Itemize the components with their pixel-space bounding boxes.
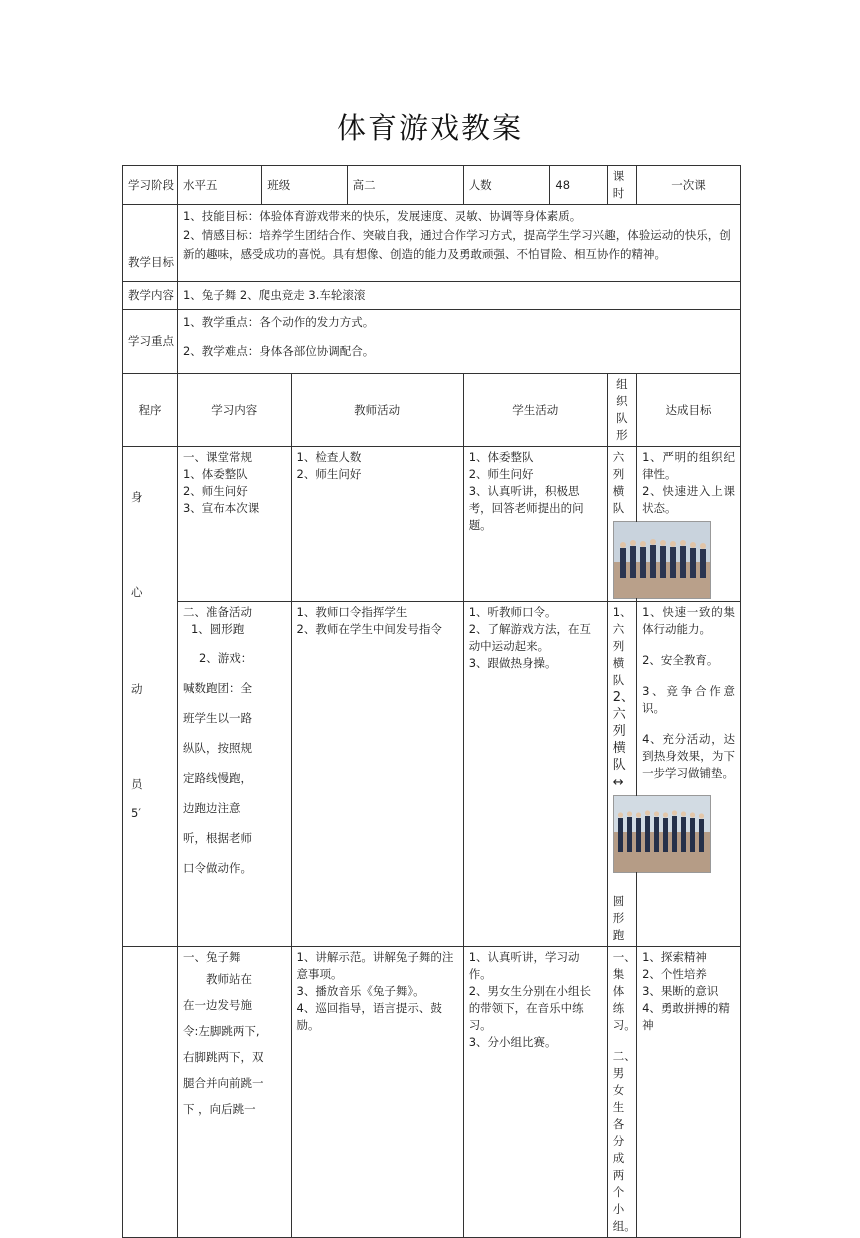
row3-formation-2: 二、男女生各分成两个小组。 [612,1049,636,1233]
row3-content-head: 一、兔子舞 [182,950,241,964]
header-procedure: 程序 [123,374,178,447]
row2-content-body: 喊数跑团：全 班学生以一路 纵队，按照规 定路线慢跑， 边跑边注意 听，根据老师 口令做动作。 [182,681,252,875]
goals-label: 教学目标 [123,205,178,282]
stage-char-4: 员 [131,777,143,791]
period-value: 一次课 [637,166,741,205]
formation-photo-2 [613,795,711,873]
row2-goal-2: 2、安全教育。 [642,653,719,667]
row3-formation-1: 一、集体练习。 [612,950,636,1032]
header-formation: 组织队形 [607,374,636,447]
row2-formation-1: 1、六列横队 [612,605,632,687]
stage-label: 学习阶段 [123,166,178,205]
stage-value: 水平五 [177,166,261,205]
stage-cell [123,447,178,947]
row1-content: 一、课堂常规 1、体委整队 2、师生问好 3、宣布本次课 [177,447,291,602]
row1-formation-label: 六 列 横 队 [612,450,625,515]
content-row [123,282,741,310]
row3-teacher: 1、讲解示范。讲解兔子舞的注意事项。 3、播放音乐《兔子舞》。 4、巡回指导，语言提示、鼓励。 [291,947,463,1238]
header-content: 学习内容 [177,374,291,447]
row2-content [177,602,291,947]
focus-point-2: 2、教学难点：身体各部位协调配合。 [182,344,375,358]
row2-content-sub1: 1、圆形跑 [190,622,245,636]
content-text: 1、兔子舞 2、爬虫竞走 3.车轮滚滚 [177,282,740,310]
header-student: 学生活动 [463,374,607,447]
count-value: 48 [550,166,607,205]
formation-photo-1 [613,521,711,599]
row2-goal-1: 1、快速一致的集体行动能力。 [642,605,735,636]
row1-goal: 1、严明的组织纪律性。 2、快速进入上课状态。 [637,447,741,602]
stage-char-5: 5′ [131,806,141,820]
lesson-row-3 [123,947,741,1238]
row2-teacher: 1、教师口令指挥学生 2、教师在学生中间发号指令 [291,602,463,947]
row3-goal: 1、探索精神 2、个性培养 3、果断的意识 4、勇敢拼搏的精神 [637,947,741,1238]
header-goal: 达成目标 [637,374,741,447]
row2-goal [637,602,741,947]
row1-student: 1、体委整队 2、师生问好 3、认真听讲，积极思考，回答老师提出的问题。 [463,447,607,602]
focus-row [123,310,741,374]
lesson-plan-table [122,165,741,1238]
row2-content-head: 二、准备活动 [182,605,252,619]
info-row [123,166,741,205]
content-label: 教学内容 [123,282,178,310]
document-title: 体育游戏教案 [336,111,523,145]
period-label: 课时 [607,166,636,205]
stage-char-1: 身 [131,490,143,504]
goals-row [123,205,741,282]
row3-student: 1、认真听讲，学习动作。 2、男女生分别在小组长的带领下，在音乐中练习。 3、分小组比赛。 [463,947,607,1238]
row2-student: 1、听教师口令。 2、了解游戏方法，在互动中运动起来。 3、跟做热身操。 [463,602,607,947]
count-label: 人数 [463,166,550,205]
row2-goal-4: 4、充分活动，达到热身效果，为下一步学习做铺垫。 [642,732,735,780]
row3-content [177,947,291,1238]
row2-formation-3: 圆形跑 [612,894,625,942]
row3-content-body: 教师站在 在一边发号施 令:左脚跳两下, 右脚跳两下，双 腿合并向前跳一 下 ，向后跳一 [182,972,264,1116]
focus-label: 学习重点 [123,310,178,374]
stage-char-3: 动 [131,682,143,696]
focus-text [177,310,740,374]
focus-point-1: 1、教学重点：各个动作的发力方式。 [182,315,375,329]
row2-formation-2: 2、六列横队↔ [612,690,635,790]
goals-text: 1、技能目标：体验体育游戏带来的快乐，发展速度、灵敏、协调等身体素质。 2、情感目标：培养学生团结合作、突破自我，通过合作学习方式，提高学生学习兴趣，体验运动的快乐，创新的趣味，感受成功的喜悦。具有想像、创造的能力及勇敢顽强、不怕冒险、相互协作的精神。 [177,205,740,282]
row1-teacher: 1、检查人数 2、师生问好 [291,447,463,602]
stage-cell-2 [123,947,178,1238]
header-teacher: 教师活动 [291,374,463,447]
class-label: 班级 [262,166,347,205]
lesson-row-1 [123,447,741,602]
header-row [123,374,741,447]
stage-char-2: 心 [131,585,143,599]
lesson-row-2 [123,602,741,947]
row2-formation [607,602,636,947]
row3-formation [607,947,636,1238]
row1-formation [607,447,636,602]
row2-content-sub2: 2、游戏： [198,651,253,665]
class-value: 高二 [347,166,463,205]
row2-goal-3: 3、竞争合作意识。 [642,684,735,715]
